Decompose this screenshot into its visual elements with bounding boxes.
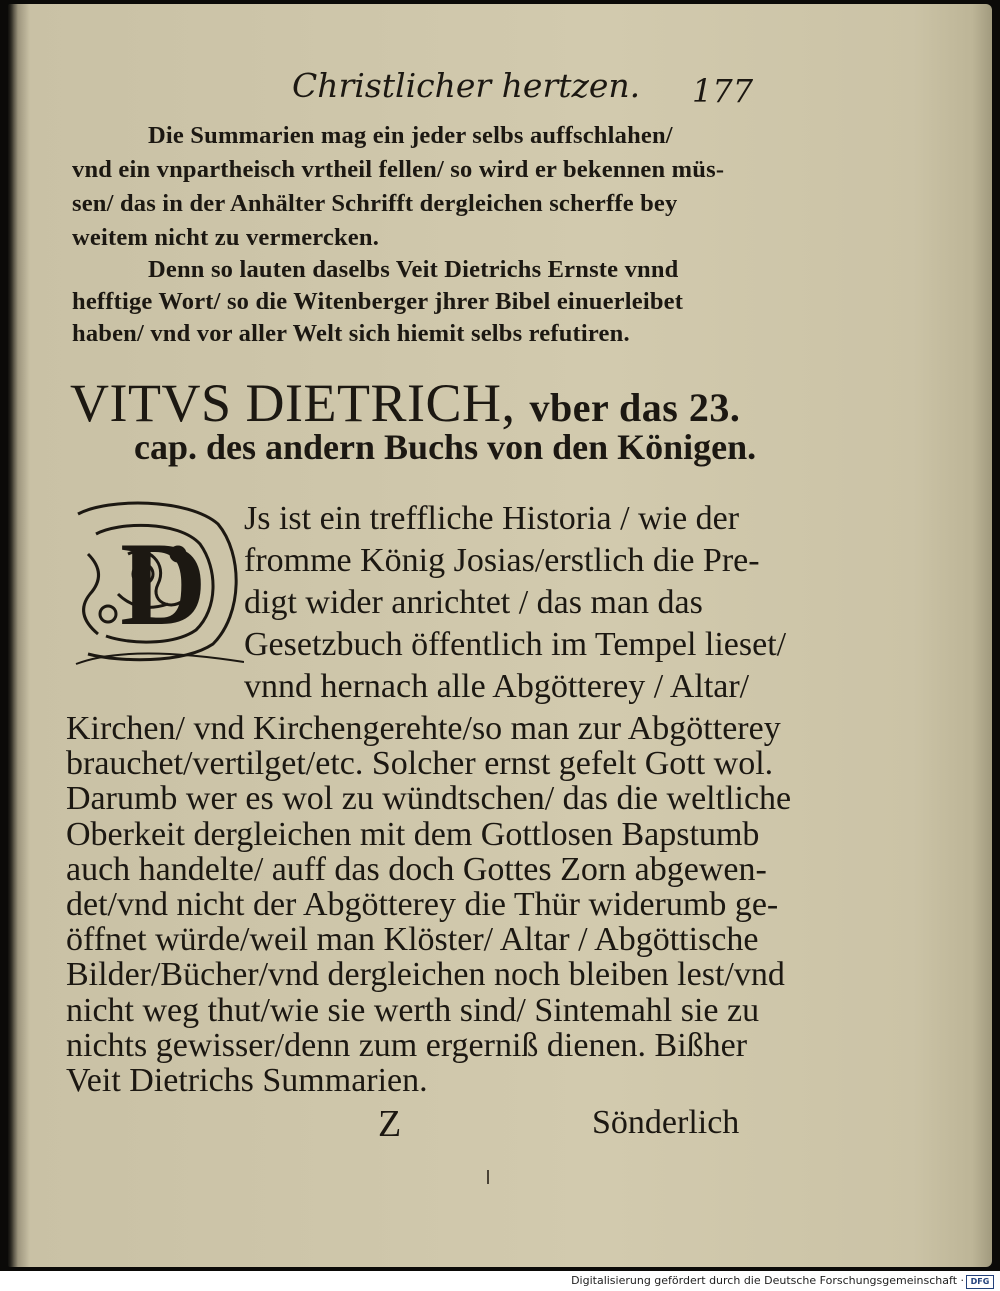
intro-line: haben/ vnd vor aller Welt sich hiemit selbs refutiren.	[72, 320, 630, 347]
running-head: Christlicher hertzen.	[292, 66, 641, 105]
body-line: det/vnd nicht der Abgötterey die Thür widerumb ge-	[66, 886, 779, 923]
body-line-indented: digt wider anrichtet / das man das	[244, 584, 703, 621]
body-line: nicht weg thut/wie sie werth sind/ Sintemahl sie zu	[66, 991, 760, 1029]
page-gutter-shadow	[8, 4, 18, 1267]
page-number: 177	[692, 72, 754, 110]
attribution-text: Digitalisierung gefördert durch die Deutsche Forschungsgemeinschaft ·	[571, 1274, 964, 1287]
attribution-footer	[0, 1271, 1000, 1291]
page-bottom-mark	[487, 1170, 489, 1184]
intro-line: vnd ein vnpartheisch vrtheil fellen/ so wird er bekennen müs-	[72, 156, 725, 183]
body-line: Bilder/Bücher/vnd dergleichen noch bleiben lest/vnd	[66, 956, 785, 994]
body-line: brauchet/vertilget/etc. Solcher ernst gefelt Gott wol.	[66, 745, 774, 783]
body-line: auch handelte/ auff das doch Gottes Zorn abgewen-	[66, 850, 767, 888]
body-line-indented: vnnd hernach alle Abgötterey / Altar/	[244, 668, 750, 705]
dfg-logo: DFG	[966, 1275, 994, 1289]
intro-line: weitem nicht zu vermercken.	[72, 224, 380, 251]
book-page	[8, 4, 992, 1267]
signature-mark: Z	[378, 1103, 402, 1145]
intro-line: Denn so lauten daselbs Veit Dietrichs Ernste vnnd	[148, 256, 679, 283]
body-line-indented: Js ist ein treffliche Historia / wie der	[244, 500, 740, 537]
body-line-indented: Gesetzbuch öffentlich im Tempel lieset/	[244, 626, 787, 663]
intro-line: Die Summarien mag ein jeder selbs auffschlahen/	[148, 122, 673, 149]
body-line: Oberkeit dergleichen mit dem Gottlosen Bapstumb	[66, 815, 760, 853]
intro-line: sen/ das in der Anhälter Schrifft dergleichen scherffe bey	[72, 190, 678, 217]
body-line: nichts gewisser/denn zum ergerniß dienen. Bißher	[66, 1026, 748, 1064]
body-line: Darumb wer es wol zu wündtschen/ das die weltliche	[66, 780, 792, 818]
body-line: Veit Dietrichs Summarien.	[66, 1062, 428, 1099]
section-subheading: cap. des andern Buchs von den Königen.	[134, 427, 757, 467]
section-heading	[70, 372, 740, 434]
decorated-initial-icon	[68, 494, 244, 666]
body-line: öffnet würde/weil man Klöster/ Altar / Abgöttische	[66, 921, 759, 959]
body-line-indented: fromme König Josias/erstlich die Pre-	[244, 542, 760, 579]
catchword: Sönderlich	[592, 1104, 740, 1141]
body-line: Kirchen/ vnd Kirchengerehte/so man zur Abgötterey	[66, 710, 781, 747]
heading-roman: VITVS DIETRICH,	[70, 373, 516, 433]
initial-letter: D	[120, 517, 207, 650]
heading-fraktur: vber das 23.	[529, 385, 741, 430]
intro-line: hefftige Wort/ so die Witenberger jhrer Bibel einuerleibet	[72, 288, 684, 315]
